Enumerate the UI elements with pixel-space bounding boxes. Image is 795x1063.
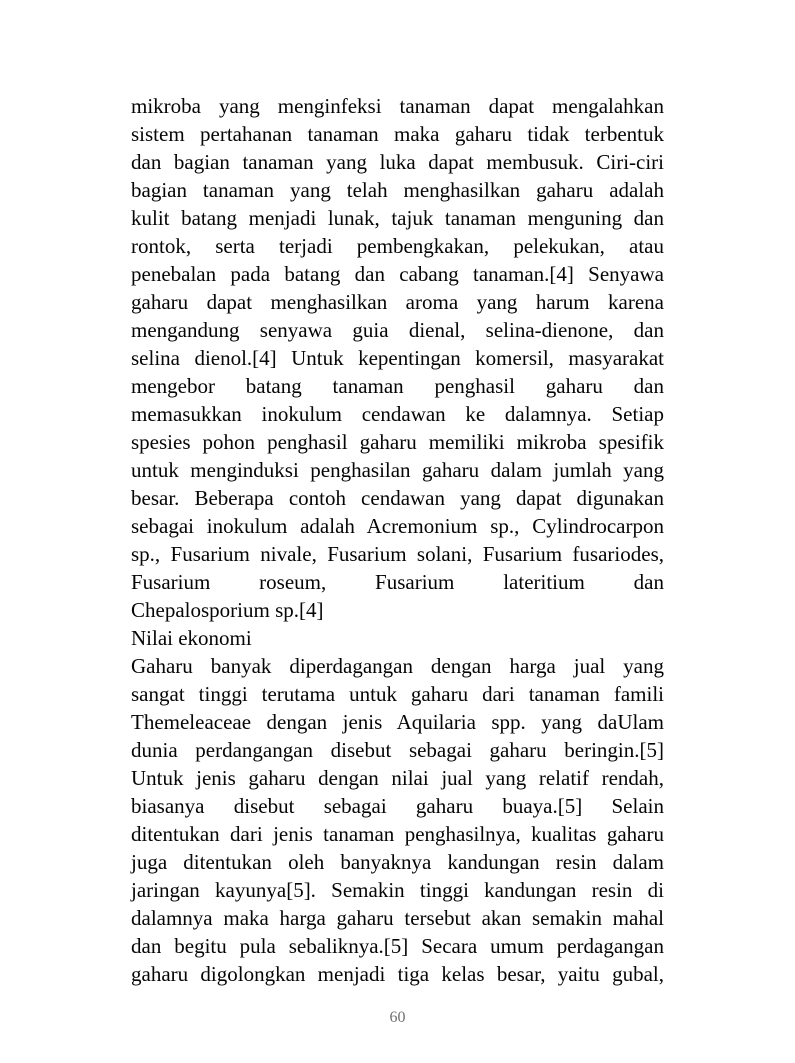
text-line: Themeleaceae dengan jenis Aquilaria spp. yang daUlam xyxy=(131,710,664,734)
text-line: dalamnya maka harga gaharu tersebut akan semakin mahal xyxy=(131,906,664,930)
text-line: rontok, serta terjadi pembengkakan, pelekukan, atau xyxy=(131,234,664,258)
text-line: biasanya disebut sebagai gaharu buaya.[5] Selain xyxy=(131,794,664,818)
text-line: mengandung senyawa guia dienal, selina-dienone, dan xyxy=(131,318,664,342)
text-line: sp., Fusarium nivale, Fusarium solani, Fusarium fusariodes, xyxy=(131,542,664,566)
page-text-block xyxy=(131,92,664,988)
text-line: dan begitu pula sebaliknya.[5] Secara umum perdagangan xyxy=(131,934,664,958)
text-line: besar. Beberapa contoh cendawan yang dapat digunakan xyxy=(131,486,664,510)
text-line: bagian tanaman yang telah menghasilkan gaharu adalah xyxy=(131,178,664,202)
text-line: juga ditentukan oleh banyaknya kandungan resin dalam xyxy=(131,850,664,874)
page-footer xyxy=(0,1006,795,1030)
text-line: memasukkan inokulum cendawan ke dalamnya. Setiap xyxy=(131,402,664,426)
text-line: spesies pohon penghasil gaharu memiliki mikroba spesifik xyxy=(131,430,664,454)
text-line: penebalan pada batang dan cabang tanaman.[4] Senyawa xyxy=(131,262,664,286)
text-line: sangat tinggi terutama untuk gaharu dari tanaman famili xyxy=(131,682,664,706)
text-line: sistem pertahanan tanaman maka gaharu tidak terbentuk xyxy=(131,122,664,146)
text-line: gaharu dapat menghasilkan aroma yang harum karena xyxy=(131,290,664,314)
text-line: dan bagian tanaman yang luka dapat membusuk. Ciri-ciri xyxy=(131,150,664,174)
text-line: mikroba yang menginfeksi tanaman dapat mengalahkan xyxy=(131,94,664,118)
text-line: jaringan kayunya[5]. Semakin tinggi kandungan resin di xyxy=(131,878,664,902)
text-line: Untuk jenis gaharu dengan nilai jual yang relatif rendah, xyxy=(131,766,664,790)
text-line: selina dienol.[4] Untuk kepentingan komersil, masyarakat xyxy=(131,346,664,370)
text-line: kulit batang menjadi lunak, tajuk tanaman menguning dan xyxy=(131,206,664,230)
text-line: untuk menginduksi penghasilan gaharu dalam jumlah yang xyxy=(131,458,664,482)
text-line: Chepalosporium sp.[4] xyxy=(131,598,324,622)
page-number: 60 xyxy=(389,1009,406,1026)
text-line: Fusarium roseum, Fusarium lateritium dan xyxy=(131,570,664,594)
text-line: dunia perdangangan disebut sebagai gaharu beringin.[5] xyxy=(131,738,664,762)
text-line: gaharu digolongkan menjadi tiga kelas besar, yaitu gubal, xyxy=(131,962,664,986)
text-line: mengebor batang tanaman penghasil gaharu dan xyxy=(131,374,664,398)
section-heading: Nilai ekonomi xyxy=(131,626,252,650)
text-line: ditentukan dari jenis tanaman penghasilnya, kualitas gaharu xyxy=(131,822,664,846)
text-line: sebagai inokulum adalah Acremonium sp., Cylindrocarpon xyxy=(131,514,664,538)
text-line: Gaharu banyak diperdagangan dengan harga jual yang xyxy=(131,654,664,678)
